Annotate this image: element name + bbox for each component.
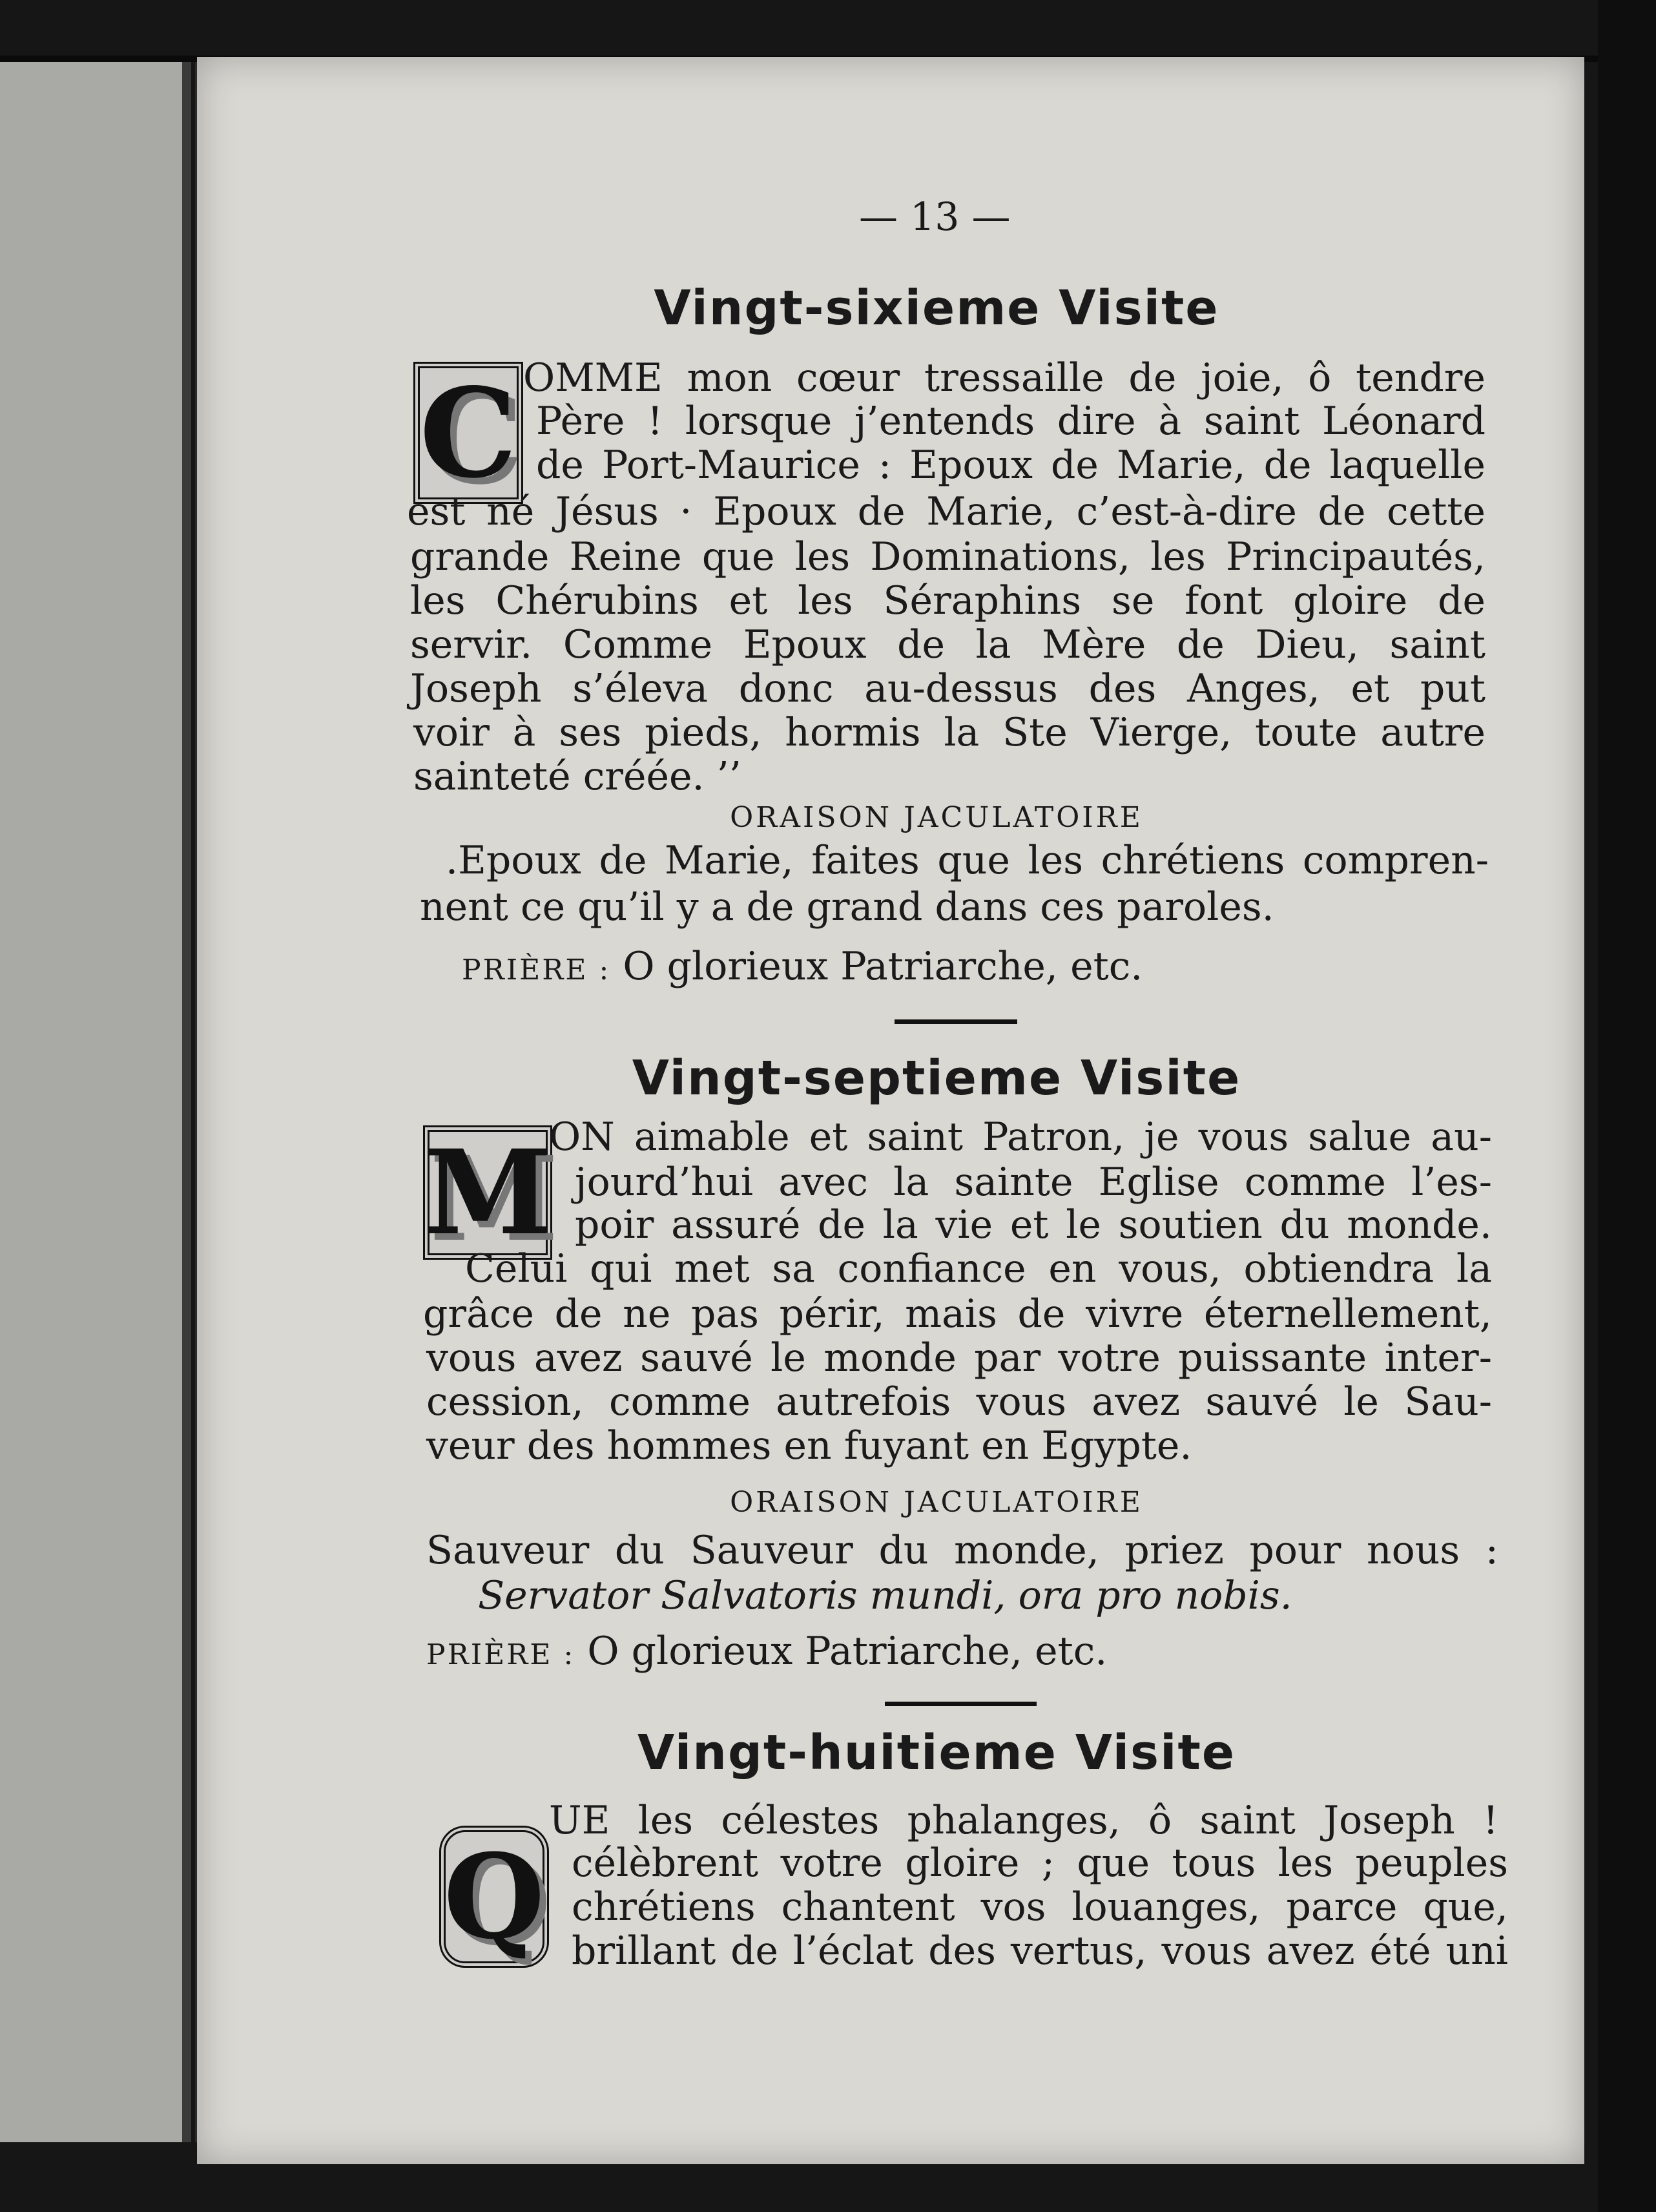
text-line: veur des hommes en fuyant en Egypte. [426, 1423, 1192, 1468]
text-line: chrétiens chantent vos louanges, parce que, [572, 1884, 1508, 1930]
priere-text: O glorieux Patriarche, etc. [587, 1629, 1108, 1674]
text-line: servir. Comme Epoux de la Mère de Dieu, saint [410, 622, 1485, 667]
priere-line [426, 1629, 1108, 1674]
text-line: Celui qui met sa confiance en vous, obtiendra la [465, 1246, 1492, 1291]
text-line: brillant de l’éclat des vertus, vous avez été uni [572, 1928, 1508, 1974]
text-line: Père ! lorsque j’entends dire à saint Léonard [536, 399, 1485, 444]
text-line: OMME mon cœur tressaille de joie, ô tendre [523, 355, 1485, 401]
text-line: poir assuré de la vie et le soutien du monde. [575, 1202, 1492, 1247]
text-line: les Chérubins et les Séraphins se font gloire de [410, 578, 1485, 623]
text-line: grâce de ne pas périr, mais de vivre éternellement, [423, 1291, 1492, 1337]
facing-page-edge [0, 62, 191, 2142]
priere-line [462, 944, 1143, 989]
oraison-line: nent ce qu’il y a de grand dans ces paroles. [420, 884, 1274, 930]
frame-right [1598, 0, 1656, 2212]
oraison-line: Sauveur du Sauveur du monde, priez pour nous : [426, 1528, 1498, 1573]
text-line: célèbrent votre gloire ; que tous les peuples [572, 1841, 1508, 1886]
section-divider [895, 1019, 1017, 1024]
priere-text: O glorieux Patriarche, etc. [623, 944, 1143, 989]
page-number: — 13 — [859, 194, 1011, 240]
text-line: Joseph s’éleva donc au-dessus des Anges, et put [410, 666, 1485, 711]
oraison-title: ORAISON JACULATOIRE [730, 1486, 1143, 1519]
drop-cap: M [423, 1124, 552, 1261]
section-heading: Vingt-huitieme Visite [637, 1725, 1236, 1780]
text-line: de Port-Maurice : Epoux de Marie, de laquelle [536, 443, 1485, 488]
drop-cap: Q [439, 1826, 549, 1968]
text-line: vous avez sauvé le monde par votre puissante inter- [426, 1335, 1492, 1381]
oraison-line-latin: Servator Salvatoris mundi, ora pro nobis. [478, 1573, 1292, 1618]
priere-label: PRIÈRE : [462, 954, 611, 986]
text-line: voir à ses pieds, hormis la Ste Vierge, toute autre [413, 710, 1485, 755]
text-line: grande Reine que les Dominations, les Principautés, [410, 534, 1485, 579]
text-line: ON aimable et saint Patron, je vous salue au- [549, 1114, 1492, 1160]
oraison-line: .Epoux de Marie, faites que les chrétiens compren- [446, 838, 1489, 883]
text-line: cession, comme autrefois vous avez sauvé le Sau- [426, 1379, 1492, 1424]
priere-label: PRIÈRE : [426, 1638, 575, 1671]
section-heading: Vingt-septieme Visite [632, 1050, 1241, 1106]
oraison-title: ORAISON JACULATOIRE [730, 801, 1143, 834]
drop-cap: C [413, 362, 523, 504]
section-heading: Vingt-sixieme Visite [654, 280, 1219, 336]
text-line: sainteté créée. ’’ [413, 754, 741, 799]
text-line: est né Jésus · Epoux de Marie, c’est-à-dire de cette [407, 489, 1485, 534]
text-line: jourd’hui avec la sainte Eglise comme l’es- [575, 1160, 1492, 1205]
section-divider [885, 1702, 1037, 1706]
text-line: UE les célestes phalanges, ô saint Joseph ! [549, 1798, 1498, 1843]
